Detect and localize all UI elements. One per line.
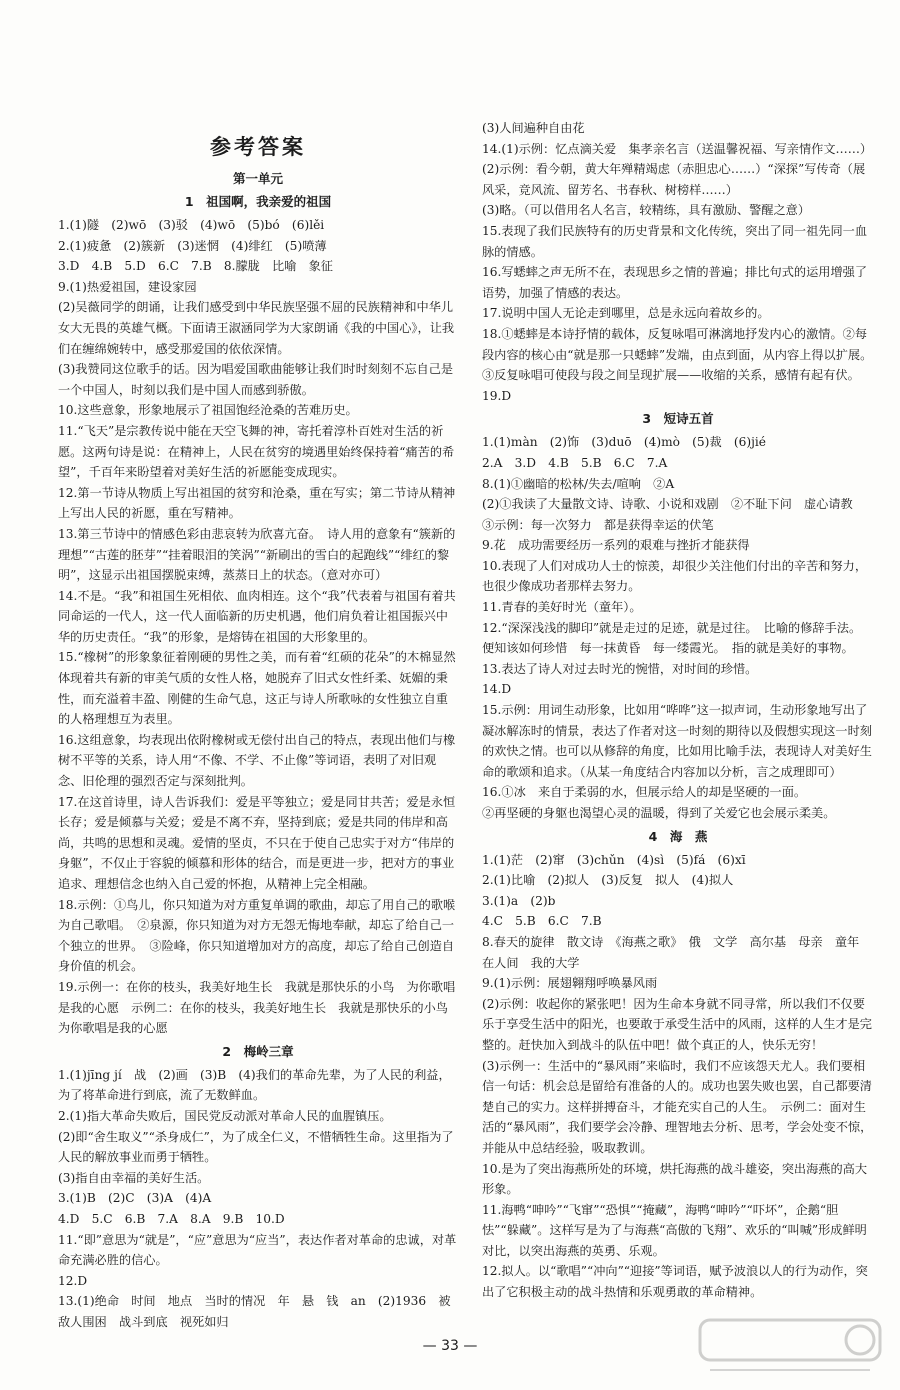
answer-item: 1.(1)jīng jí 战 (2)画 (3)B (4)我们的革命先辈，为了人民的利益，为了将革命进行到底，流了无数鲜血。 [58, 1067, 451, 1103]
answer-item: 16.这组意象，均表现出依附橡树或无偿付出自己的特点，表现出他们与橡树不平等的关系，诗人用“不像、不学、不止像”等词语，表明了对旧观念、旧伦理的强烈否定与深刻批判。 [58, 732, 456, 789]
answer-item: 19.示例一：在你的枝头，我美好地生长 我就是那快乐的小鸟 为你歌唱是我的心愿 示例二：在你的枝头，我美好地生长 我就是那快乐的小鸟 为你歌唱是我的心愿 [58, 979, 461, 1036]
lesson-heading: 3 短诗五首 [642, 411, 714, 427]
answer-item: 2.A 3.D 4.B 5.B 6.C 7.A [482, 455, 668, 470]
watermark-logo [690, 1312, 890, 1382]
answer-item: 14.D [482, 682, 512, 697]
answer-item: 10.表现了人们对成功人士的惊羡，却很少关注他们付出的辛苦和努力，也很少像成功者那样去努力。 [482, 558, 868, 594]
answer-item: (3)略。（可以借用名人名言，较精练，具有激励、警醒之意） [482, 203, 811, 218]
answer-item: (3)指自由幸福的美好生活。 [58, 1170, 210, 1185]
answer-item: 18.示例：①鸟儿，你只知道为对方重复单调的歌曲，却忘了用自己的歌喉为自己歌唱。 ②泉源，你只知道为对方无怨无悔地奉献，却忘了给自己一个独立的世界。 ③险峰，你只知道增加对方的高度，却忘了给自己创造自身价值的机会。 [58, 897, 456, 974]
answer-item: 14.不是。“我”和祖国生死相依、血肉相连。这个“我”代表着与祖国有着共同命运的一代人，这一代人面临新的历史机遇，他们肩负着让祖国振兴中华的历史责任。“我”的形象，是熔铸在祖国的大形象里的。 [58, 588, 456, 644]
answer-item: (2)即“舍生取义”“杀身成仁”，为了成全仁义，不惜牺牲生命。这里指为了人民的解放事业而勇于牺牲。 [58, 1129, 454, 1165]
answer-item: (2)①我读了大量散文诗、诗歌、小说和戏剧 ②不耻下问 虚心请教 ③示例：每一次努力 都是获得幸运的伏笔 [482, 497, 865, 532]
lesson-heading: 4 海 燕 [648, 828, 708, 844]
answer-item: 2.(1)比喻 (2)拟人 (3)反复 拟人 (4)拟人 [482, 873, 734, 888]
answer-item: 15.“橡树”的形象象征着刚硬的男性之美，而有着“红硕的花朵”的木棉显然体现着共有新的审美气质的女性人格，她脱弃了旧式女性纤柔、妩媚的秉性，而充溢着丰盈、刚健的生命气息，这正与诗人所歌咏的女性独立自重的人格理想互为表里。 [58, 650, 456, 727]
answer-item: (2)示例：收起你的紧张吧！因为生命本身就不同寻常，所以我们不仅要乐于享受生活中的阳光，也要敢于承受生活中的风雨，这样的人生才是完整的。赶快加入到战斗的队伍中吧！做个真正的人，快乐无穷！ [482, 996, 872, 1052]
answer-item: 12.拟人。以“歌唱”“冲向”“迎接”等词语，赋予波浪以人的行为动作，突出了它积极主动的战斗热情和乐观勇敢的革命精神。 [482, 1264, 868, 1300]
answer-item: 11.青春的美好时光（童年）。 [482, 600, 642, 615]
answer-item: 1.(1)màn (2)饰 (3)duō (4)mò (5)裁 (6)jié [482, 435, 766, 450]
answer-item: 12.第一节诗从物质上写出祖国的贫穷和沧桑，重在写实；第二节诗从精神上写出人民的祈愿，重在写精神。 [58, 485, 456, 521]
answer-item: 15.示例：用词生动形象，比如用“哗哗”这一拟声词，生动形象地写出了凝冰解冻时的情景，表达了作者对这一时刻的期待以及假想实现这一时刻的欢快之情。也可以从修辞的角度，比如用比喻手法，表现诗人对美好生命的歌颂和追求。（从某一角度结合内容加以分析，言之成理即可） [482, 703, 872, 779]
answer-item: 11.海鸭“呻吟”“飞窜”“恐惧”“掩藏”，海鸭“呻吟”“吓坏”，企鹅“胆怯”“躲藏”。这样写是为了与海燕“高傲的飞翔”、欢乐的“叫喊”形成鲜明对比，以突出海燕的英勇、乐观。 [482, 1202, 867, 1258]
answer-item: 13.(1)绝命 时间 地点 当时的情况 年 悬 钱 an (2)1936 被敌人围困 战斗到底 视死如归 [58, 1294, 451, 1329]
answer-item: (3)人间遍种自由花 [482, 121, 585, 135]
answer-item: 3.(1)a (2)b [482, 893, 556, 908]
answer-item: 9.(1)热爱祖国，建设家园 [58, 279, 197, 294]
answer-item: 18.①蟋蟀是本诗抒情的载体，反复咏唱可淋漓地抒发内心的激情。②每段内容的核心由“就是那一只蟋蟀”发端，由点到面，从内容上得以扩展。 ③反复咏唱可使段与段之间呈现扩展——收缩的关系，感情有起有伏。 [482, 326, 879, 383]
answer-item: 19.D [482, 388, 512, 403]
answer-item: 9.花 成功需要经历一系列的艰难与挫折才能获得 [482, 538, 750, 553]
answer-item: ②再坚硬的身躯也渴望心灵的温暖，得到了关爱它也会展示柔美。 [482, 806, 836, 820]
answer-item: 11.“飞天”是宗教传说中能在天空飞舞的神，寄托着淳朴百姓对生活的祈愿。这两句诗是说：在精神上，人民在贫穷的境遇里始终保持着“痛苦的希望”，千百年来盼望着对美好生活的祈愿能变成现实。 [58, 423, 455, 480]
right-column [482, 118, 879, 1303]
answer-item: (3)示例一：生活中的“暴风雨”来临时，我们不应该怨天尤人。我们要相信一句话：机会总是留给有准备的人的。成功也罢失败也罢，自己都要清楚自己的实力。这样拼搏奋斗，才能充实自己的人生。 示例二：面对生活的“暴风雨”，我们要学会冷静、理智地去分析、思考，学会处变不惊，并能从中总结经验，吸取教训。 [482, 1058, 873, 1155]
answer-item: 17.在这首诗里，诗人告诉我们：爱是平等独立；爱是同甘共苦；爱是永恒长存；爱是倾慕与关爱；爱是不离不弃，坚持到底；爱是共同的伟岸和高尚，共鸣的思想和灵魂。爱情的坚贞，不只在于使自己忠实于对方“伟岸的身躯”，不仅止于容貌的倾慕和形体的结合，而是更进一步，把对方的事业追求、理想信念也纳入自己爱的怀抱，从精神上完全相融。 [58, 794, 456, 891]
answer-item: 9.(1)示例：展翅翱翔呼唤暴风雨 [482, 976, 658, 991]
answer-item: 4.D 5.C 6.B 7.A 8.A 9.B 10.D [58, 1211, 285, 1226]
answer-item: 17.说明中国人无论走到哪里，总是永远向着故乡的。 [482, 306, 770, 321]
answer-item: 2.(1)疲惫 (2)簇新 (3)迷惘 (4)绯红 (5)喷薄 [58, 238, 327, 253]
answer-item: 16.写蟋蟀之声无所不在，表现思乡之情的普遍；排比句式的运用增强了语势，加强了情感的表达。 [482, 265, 868, 300]
answer-item: 4.C 5.B 6.C 7.B [482, 914, 602, 929]
answer-item: 13.第三节诗中的情感色彩由悲哀转为欣喜亢奋。 诗人用的意象有“簇新的理想”“古莲的胚芽”“挂着眼泪的笑涡”“新刷出的雪白的起跑线”“绯红的黎明”，这显示出祖国摆脱束缚，蒸蒸日上的状态。（意对亦可） [58, 526, 456, 583]
answer-item: 1.(1)茫 (2)窜 (3)chǔn (4)sì (5)fá (6)xī [482, 852, 746, 867]
answer-item: (3)我赞同这位歌手的话。因为唱爱国歌曲能够让我们时时刻刻不忘自己是一个中国人，时刻以我们是中国人而感到骄傲。 [58, 362, 454, 397]
answer-item: (2)吴薇同学的朗诵，让我们感受到中华民族坚强不屈的民族精神和中华儿女大无畏的英雄气概。下面请王淑涵同学为大家朗诵《我的中国心》，让我们在缠绵婉转中，感受那爱国的依依深情。 [58, 300, 455, 356]
answer-item: 10.这些意象，形象地展示了祖国饱经沧桑的苦难历史。 [58, 403, 358, 418]
page-title: 参考答案 [210, 135, 306, 159]
answer-item: 8.(1)①幽暗的松林/失去/喧响 ②A [482, 476, 675, 491]
answer-item: 10.是为了突出海燕所处的环境，烘托海燕的战斗雄姿，突出海燕的高大形象。 [482, 1161, 868, 1197]
lesson-heading: 1 祖国啊，我亲爱的祖国 [184, 194, 332, 209]
watermark-icon [690, 1312, 890, 1382]
answer-item: 8.春天的旋律 散文诗 《海燕之歌》 俄 文学 高尔基 母亲 童年 在人间 我的大学 [482, 934, 872, 970]
answer-item: 12.D [58, 1273, 88, 1288]
left-column [58, 112, 461, 1332]
answer-item: 3.(1)B (2)C (3)A (4)A [58, 1191, 212, 1206]
answer-item: 13.表达了诗人对过去时光的惋惜，对时间的珍惜。 [482, 661, 758, 676]
answer-item: 2.(1)指大革命失败后，国民党反动派对革命人民的血腥镇压。 [58, 1108, 392, 1123]
answer-item: 14.(1)示例：忆点滴关爱 集孝亲名言（送温馨祝福、写亲情作文……） (2)示例：看今朝，黄大年殚精竭虑（赤胆忠心……）“深探”写传奇（展风采，竞风流、留芳名、书春秋、树榜样……） [482, 141, 879, 197]
answer-item: 3.D 4.B 5.D 6.C 7.B 8.朦胧 比喻 象征 [58, 259, 333, 274]
answer-item: 11.“即”意思为“就是”，“应”意思为“应当”，表达作者对革命的忠诚，对革命充满必胜的信心。 [58, 1232, 457, 1268]
unit-heading: 第一单元 [232, 171, 283, 186]
answer-item: 12.“深深浅浅的脚印”就是走过的足迹，就是过往。 比喻的修辞手法。 便知该如何珍惜 每一抹黄昏 每一缕霞光。 指的就是美好的事物。 [482, 620, 868, 656]
answer-item: 15.表现了我们民族特有的历史背景和文化传统，突出了同一祖先同一血脉的情感。 [482, 223, 868, 259]
answer-item: 1.(1)隧 (2)wō (3)驳 (4)wō (5)bó (6)lěi [58, 218, 325, 232]
lesson-heading: 2 梅岭三章 [222, 1043, 294, 1059]
answer-item: 16.①冰 来自于柔弱的水，但展示给人的却是坚硬的一面。 [482, 785, 807, 800]
page-number: — 33 — [422, 1338, 478, 1354]
